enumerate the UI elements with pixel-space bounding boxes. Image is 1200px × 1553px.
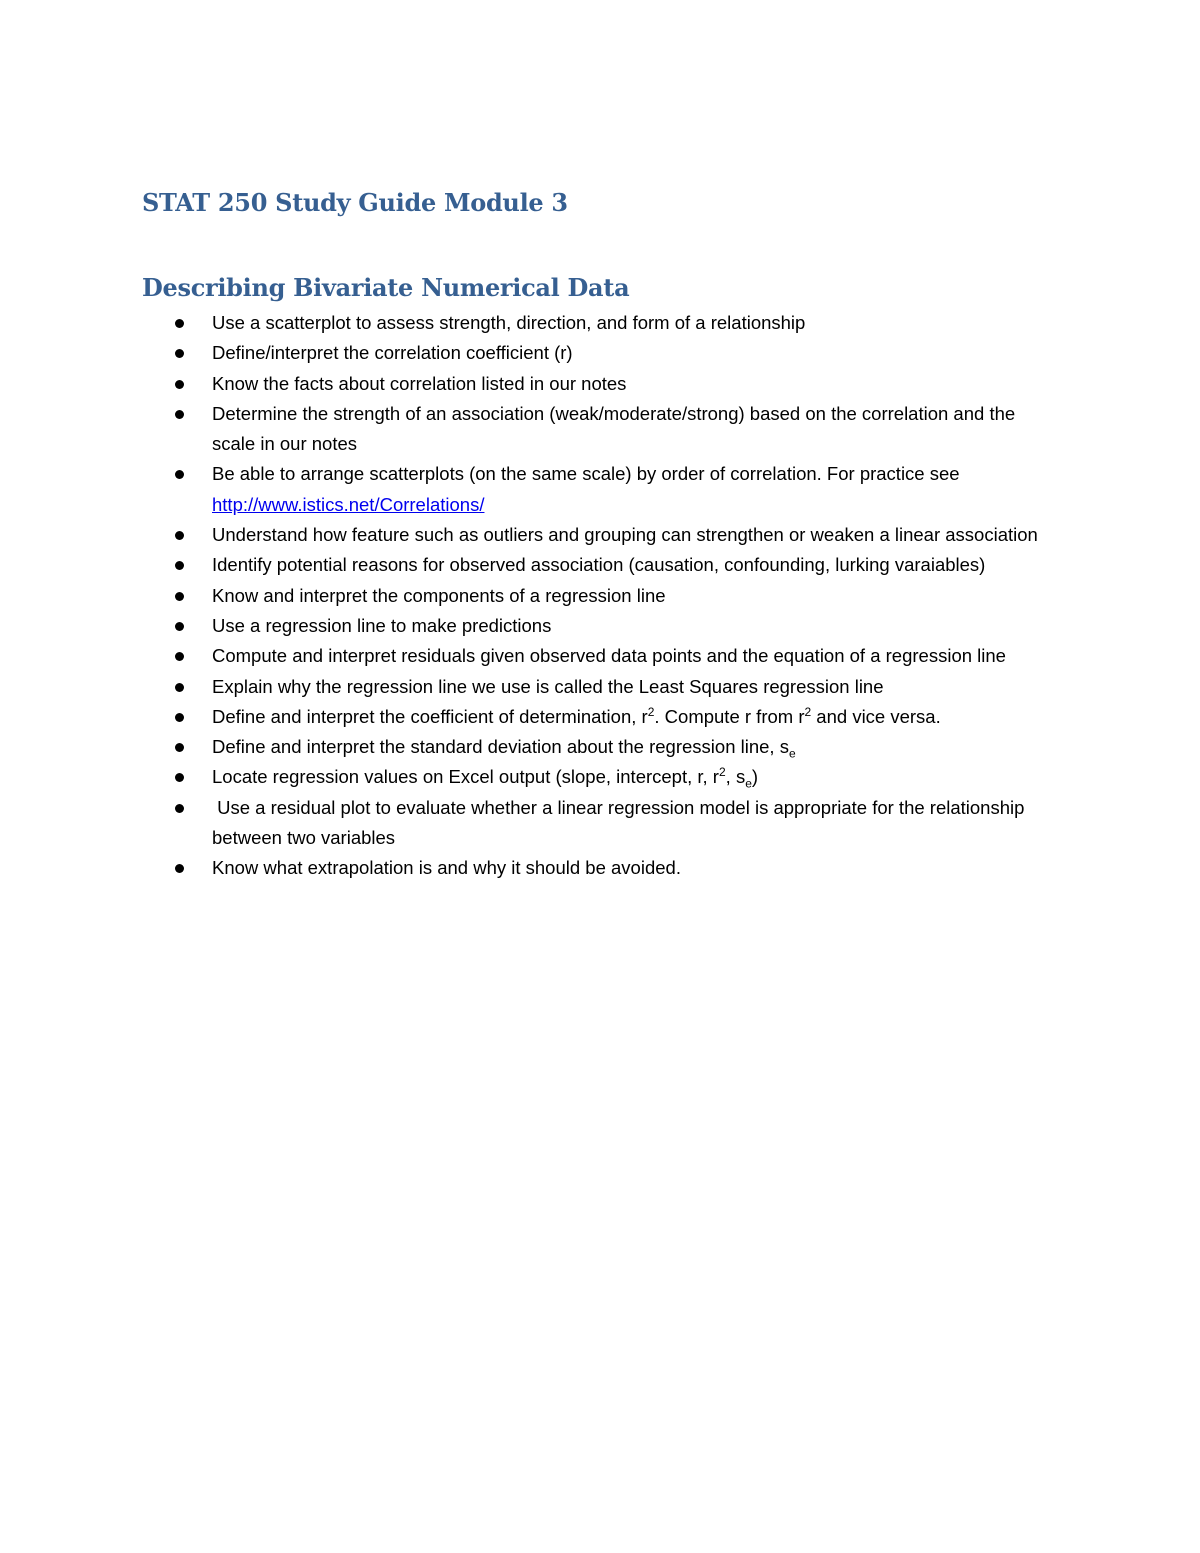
superscript: 2 <box>647 704 655 719</box>
list-item <box>0 550 1200 580</box>
bullet-icon <box>175 410 184 419</box>
bullet-icon <box>175 804 184 813</box>
list-item-text: Define and interpret the standard deviation about the regression line, s <box>212 736 789 758</box>
list-item-text: Locate regression values on Excel output (slope, intercept, r, r <box>212 766 719 788</box>
subscript: e <box>788 746 796 761</box>
list-item <box>0 399 1200 460</box>
list-item-text: Be able to arrange scatterplots (on the same scale) by order of correlation. For practice see <box>212 463 960 485</box>
list-item-text: Explain why the regression line we use is called the Least Squares regression line <box>212 675 884 697</box>
superscript: 2 <box>804 704 812 719</box>
bullet-icon <box>175 470 184 479</box>
bullet-icon <box>175 652 184 661</box>
bullet-icon <box>175 773 184 782</box>
list-item-text: Use a residual plot to evaluate whether a linear regression model is appropriate for the relationship between two variables <box>212 796 1030 849</box>
list-item-text: Use a regression line to make predictions <box>212 614 552 636</box>
list-item <box>0 762 1200 792</box>
study-guide-list <box>0 308 1200 884</box>
bullet-icon <box>175 683 184 692</box>
list-item <box>0 308 1200 338</box>
list-item <box>0 853 1200 883</box>
bullet-icon <box>175 743 184 752</box>
list-item-text: Identify potential reasons for observed association (causation, confounding, lurking varaiables) <box>212 554 986 576</box>
list-item <box>0 369 1200 399</box>
list-item-text: ) <box>751 766 759 788</box>
list-item <box>0 732 1200 762</box>
list-item-text: Use a scatterplot to assess strength, direction, and form of a relationship <box>212 312 806 333</box>
list-item-text: Know what extrapolation is and why it should be avoided. <box>212 857 681 879</box>
list-item <box>0 672 1200 702</box>
list-item <box>0 520 1200 550</box>
list-item-text: . Compute r from r <box>654 705 805 727</box>
list-item-text: Define and interpret the coefficient of determination, r <box>212 705 648 727</box>
list-item-text: Know the facts about correlation listed in our notes <box>212 372 627 394</box>
list-item <box>0 581 1200 611</box>
list-item-text: Know and interpret the components of a regression line <box>212 584 666 606</box>
list-item <box>0 702 1200 732</box>
list-item-text: Define/interpret the correlation coefficient (r) <box>212 342 573 364</box>
bullet-icon <box>175 713 184 722</box>
correlations-practice-link[interactable]: http://www.istics.net/Correlations/ <box>212 493 485 515</box>
bullet-icon <box>175 592 184 601</box>
bullet-icon <box>175 622 184 631</box>
list-item <box>0 611 1200 641</box>
list-item <box>0 793 1200 854</box>
section-heading: Describing Bivariate Numerical Data <box>142 273 630 302</box>
list-item-text: Determine the strength of an association (weak/moderate/strong) based on the correlation and the scale in our notes <box>212 402 1016 455</box>
bullet-icon <box>175 561 184 570</box>
document-title: STAT 250 Study Guide Module 3 <box>142 188 568 217</box>
list-item-text: Compute and interpret residuals given observed data points and the equation of a regression line <box>212 645 1006 667</box>
list-item <box>0 338 1200 368</box>
list-item-text: , s <box>725 766 746 788</box>
subscript: e <box>745 777 752 792</box>
bullet-icon <box>175 531 184 540</box>
list-item-text: Understand how feature such as outliers and grouping can strengthen or weaken a linear association <box>212 524 1038 546</box>
bullet-icon <box>175 380 184 389</box>
list-item-text: and vice versa. <box>811 705 941 727</box>
bullet-icon <box>175 864 184 873</box>
bullet-icon <box>175 349 184 358</box>
bullet-icon <box>175 319 184 328</box>
list-item <box>0 459 1200 520</box>
superscript: 2 <box>718 765 726 780</box>
list-item <box>0 641 1200 671</box>
